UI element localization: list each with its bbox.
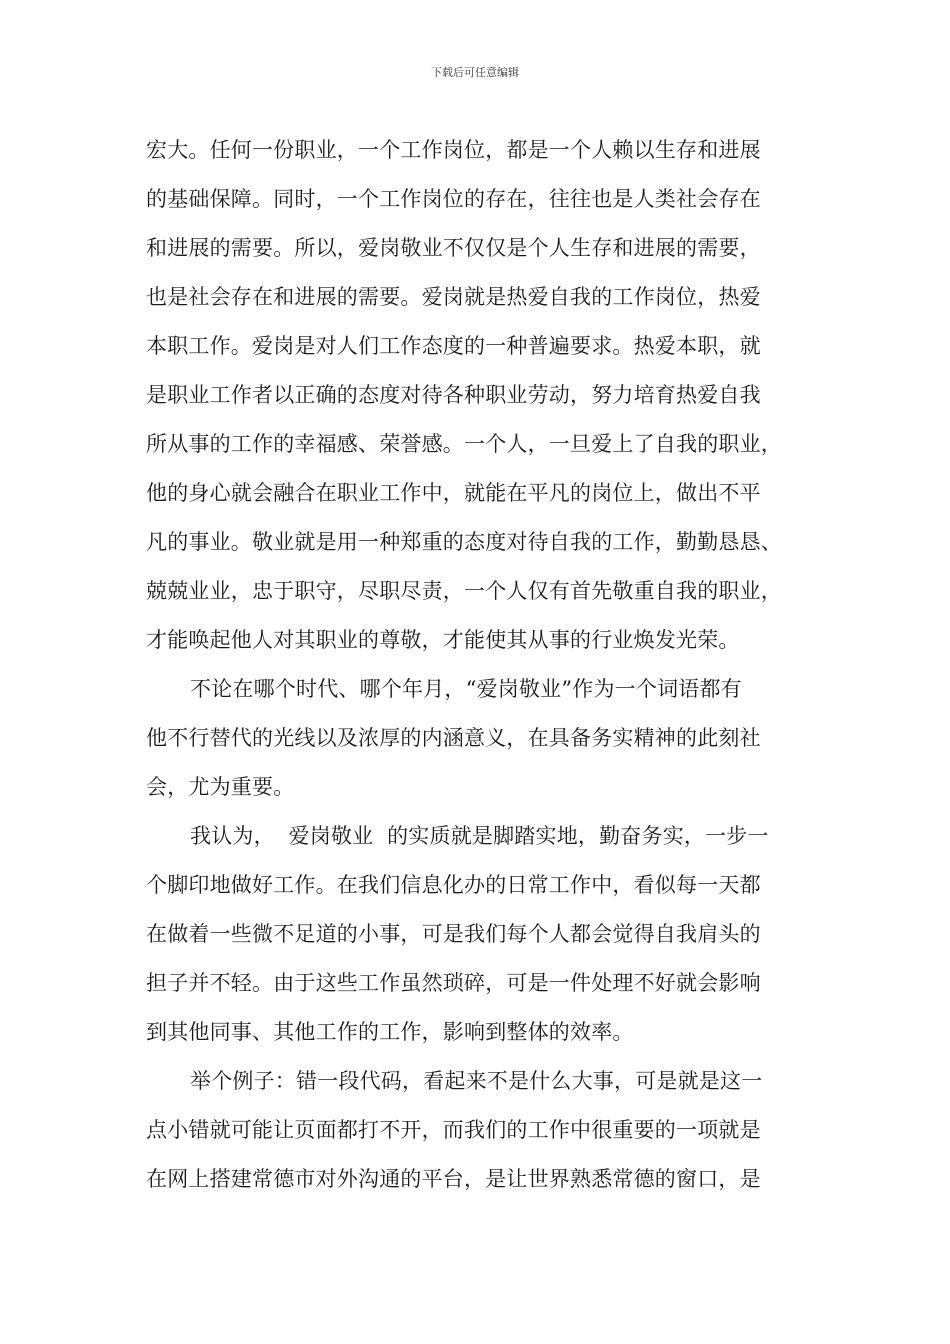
text-line: 和进展的需要。所以，爱岗敬业不仅仅是个人生存和进展的需要，: [146, 236, 761, 260]
paragraph-start-line: 不论在哪个时代、哪个年月，“爱岗敬业”作为一个词语都有: [190, 677, 742, 701]
text-line: 个脚印地做好工作。在我们信息化办的日常工作中，看似每一天都: [146, 873, 761, 897]
text-line: 担子并不轻。由于这些工作虽然琐碎，可是一件处理不好就会影响: [146, 971, 761, 995]
text-line: 会，尤为重要。: [146, 775, 295, 799]
text-line: 在网上搭建常德市对外沟通的平台，是让世界熟悉常德的窗口，是: [146, 1167, 761, 1191]
text-line: 的基础保障。同时，一个工作岗位的存在，往往也是人类社会存在: [146, 187, 761, 211]
text-line: 也是社会存在和进展的需要。爱岗就是热爱自我的工作岗位，热爱: [146, 285, 761, 309]
text-line: 到其他同事、其他工作的工作，影响到整体的效率。: [146, 1020, 634, 1044]
text-line: 凡的事业。敬业就是用一种郑重的态度对待自我的工作，勤勤恳恳、: [146, 530, 782, 554]
text-line: 兢兢业业，忠于职守，尽职尽责，一个人仅有首先敬重自我的职业，: [146, 579, 782, 603]
page-header: 下载后可任意编辑: [431, 66, 519, 79]
text-line: 本职工作。爱岗是对人们工作态度的一种普遍要求。热爱本职，就: [146, 334, 761, 358]
text-line: 所从事的工作的幸福感、荣誉感。一个人，一旦爱上了自我的职业，: [146, 432, 782, 456]
document-body: [146, 126, 806, 1204]
text-line: 他的身心就会融合在职业工作中，就能在平凡的岗位上，做出不平: [146, 481, 761, 505]
text-line: 才能唤起他人对其职业的尊敬，才能使其从事的行业焕发光荣。: [146, 628, 740, 652]
text-line: 在做着一些微不足道的小事，可是我们每个人都会觉得自我肩头的: [146, 922, 761, 946]
text-line: 他不行替代的光线以及浓厚的内涵意义，在具备务实精神的此刻社: [146, 726, 761, 750]
paragraph-start-line: 举个例子：错一段代码，看起来不是什么大事，可是就是这一: [190, 1069, 763, 1093]
text-line: 是职业工作者以正确的态度对待各种职业劳动，努力培育热爱自我: [146, 383, 761, 407]
text-line: 点小错就可能让页面都打不开，而我们的工作中很重要的一项就是: [146, 1118, 761, 1142]
paragraph-start-line: 我认为， 爱岗敬业 的实质就是脚踏实地，勤奋务实，一步一: [190, 824, 769, 848]
text-line: 宏大。任何一份职业，一个工作岗位，都是一个人赖以生存和进展: [146, 138, 761, 162]
